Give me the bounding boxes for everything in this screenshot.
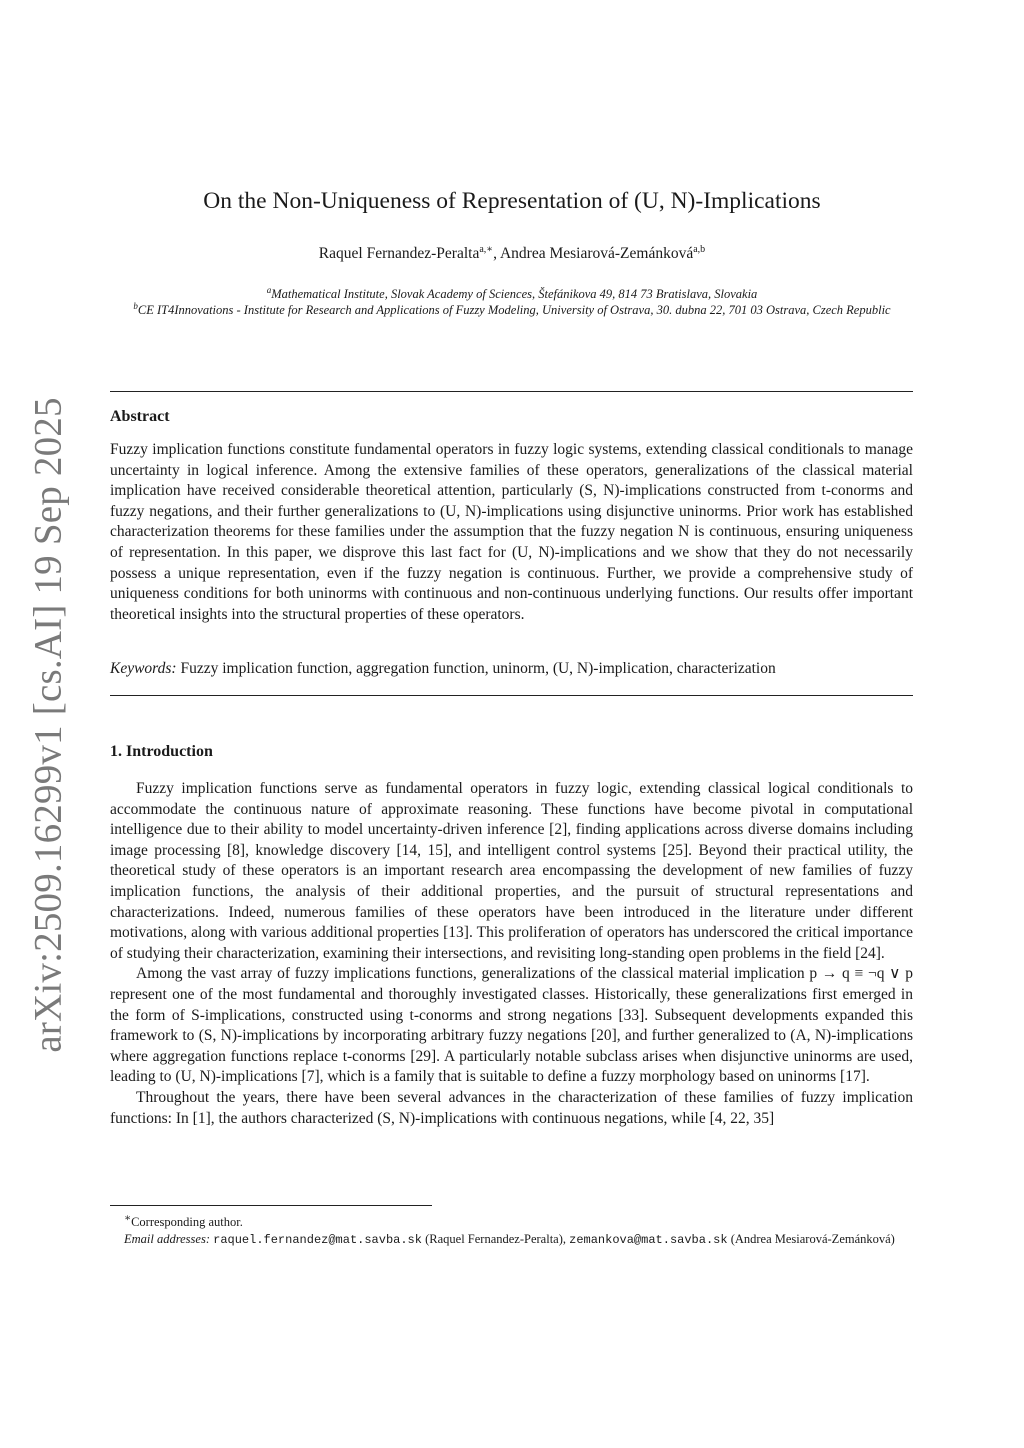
footnote-text: Corresponding author.	[131, 1215, 243, 1230]
email-link[interactable]: raquel.fernandez@mat.savba.sk	[213, 1233, 422, 1248]
paragraph: Among the vast array of fuzzy implications functions, generalizations of the classical material implication p → q ≡ ¬q ∨ p represent one of the most fundamental and thoroughly investigated classes. Historically, these generalizations first emerged in the form of S-implications, constructed using t-conorms and strong negations [33]. Subsequent developments expanded this framework to (S, N)-implications by incorporating arbitrary fuzzy negations [20], and further generalized to (A, N)-implications where aggregation functions replace t-conorms [29]. A particularly notable subclass arises when disjunctive uninorms are used, leading to (U, N)-implications [7], which is a family that is suitable to define a fuzzy morphology based on uninorms [17].	[110, 965, 913, 1086]
affiliation-b	[118, 298, 906, 319]
affiliation-mark: b	[133, 301, 138, 311]
author-name: Andrea Mesiarová-Zemánková	[499, 245, 694, 262]
affiliation-text: Mathematical Institute, Slovak Academy of Sciences, Štefánikova 49, 814 73 Bratislava, Slovakia	[271, 287, 758, 301]
author-list	[0, 244, 1024, 263]
abstract-top-rule	[110, 391, 913, 392]
affiliation-mark: a,b	[693, 244, 706, 255]
author-separator: ,	[493, 245, 500, 262]
email-label: Email addresses:	[124, 1232, 210, 1247]
email-owner: (Andrea Mesiarová-Zemánková)	[727, 1232, 895, 1247]
keywords-text: Fuzzy implication function, aggregation function, uninorm, (U, N)-implication, characterization	[180, 660, 776, 677]
footnotes	[110, 1210, 913, 1249]
footnote-mark: ∗	[124, 1213, 132, 1224]
section-heading-introduction: 1. Introduction	[110, 743, 213, 760]
paragraph: Fuzzy implication functions serve as fundamental operators in fuzzy logic, extending classical logical conditionals to accommodate the continuous nature of approximate reasoning. These functions have become pivotal in computational intelligence due to their ability to model uncertainty-driven inference [2], finding applications across diverse domains including image processing [8], knowledge discovery [14, 15], and intelligent control systems [25]. Beyond their practical utility, the theoretical study of these operators is an important research area encompassing the development of new families of fuzzy implication functions, the analysis of their additional properties, and the pursuit of structural representations and characterizations. Indeed, numerous families of these operators have been introduced in the literature under different motivations, along with various additional properties [13]. This proliferation of operators has underscored the critical importance of studying their characterization, examining their intersections, and revisiting long-standing open problems in the field [24].	[110, 780, 913, 962]
introduction-body	[110, 779, 913, 1129]
footnote-emails	[110, 1231, 913, 1249]
paper-title: On the Non-Uniqueness of Representation of (U, N)-Implications	[203, 188, 821, 214]
keywords	[110, 658, 913, 679]
email-owner: (Raquel Fernandez-Peralta),	[421, 1232, 570, 1247]
abstract-heading: Abstract	[110, 408, 170, 425]
footnote-corresponding	[110, 1210, 913, 1231]
abstract-body: Fuzzy implication functions constitute fundamental operators in fuzzy logic systems, extending classical conditionals to manage uncertainty in logical inference. Among the extensive families of these operators, generalizations of the classical material implication have received considerable theoretical attention, particularly (S, N)-implications constructed from t-conorms and fuzzy negations, and their further generalizations to (U, N)-implications using disjunctive uninorms. Prior work has established characterization theorems for these families under the assumption that the fuzzy negation N is continuous, ensuring uniqueness of representation. In this paper, we disprove this last fact for (U, N)-implications and we show that they do not necessarily possess a unique representation, even if the fuzzy negation is continuous. Further, we provide a comprehensive study of uniqueness conditions for both uninorms with continuous and non-continuous underlying functions. Our results offer important theoretical insights into the structural properties of these operators.	[110, 441, 913, 623]
arxiv-identifier-stamp: arXiv:2509.16299v1 [cs.AI] 19 Sep 2025	[26, 397, 70, 1053]
email-link[interactable]: zemankova@mat.savba.sk	[569, 1233, 728, 1248]
paragraph: Throughout the years, there have been several advances in the characterization of these families of fuzzy implication functions: In [1], the authors characterized (S, N)-implications with continuous negations, while [4, 22, 35]	[110, 1088, 913, 1127]
keywords-label: Keywords:	[110, 660, 177, 677]
affiliation-text: CE IT4Innovations - Institute for Research and Applications of Fuzzy Modeling, University of Ostrava, 30. dubna 22, 701 03 Ostrava, Czech Republic	[137, 303, 891, 317]
author-name: Raquel Fernandez-Peralta	[318, 245, 480, 262]
abstract-bottom-rule	[110, 695, 913, 696]
footnote-rule	[110, 1205, 432, 1206]
affiliation-mark: a	[266, 285, 272, 295]
affiliation-mark: a,∗	[479, 244, 494, 255]
